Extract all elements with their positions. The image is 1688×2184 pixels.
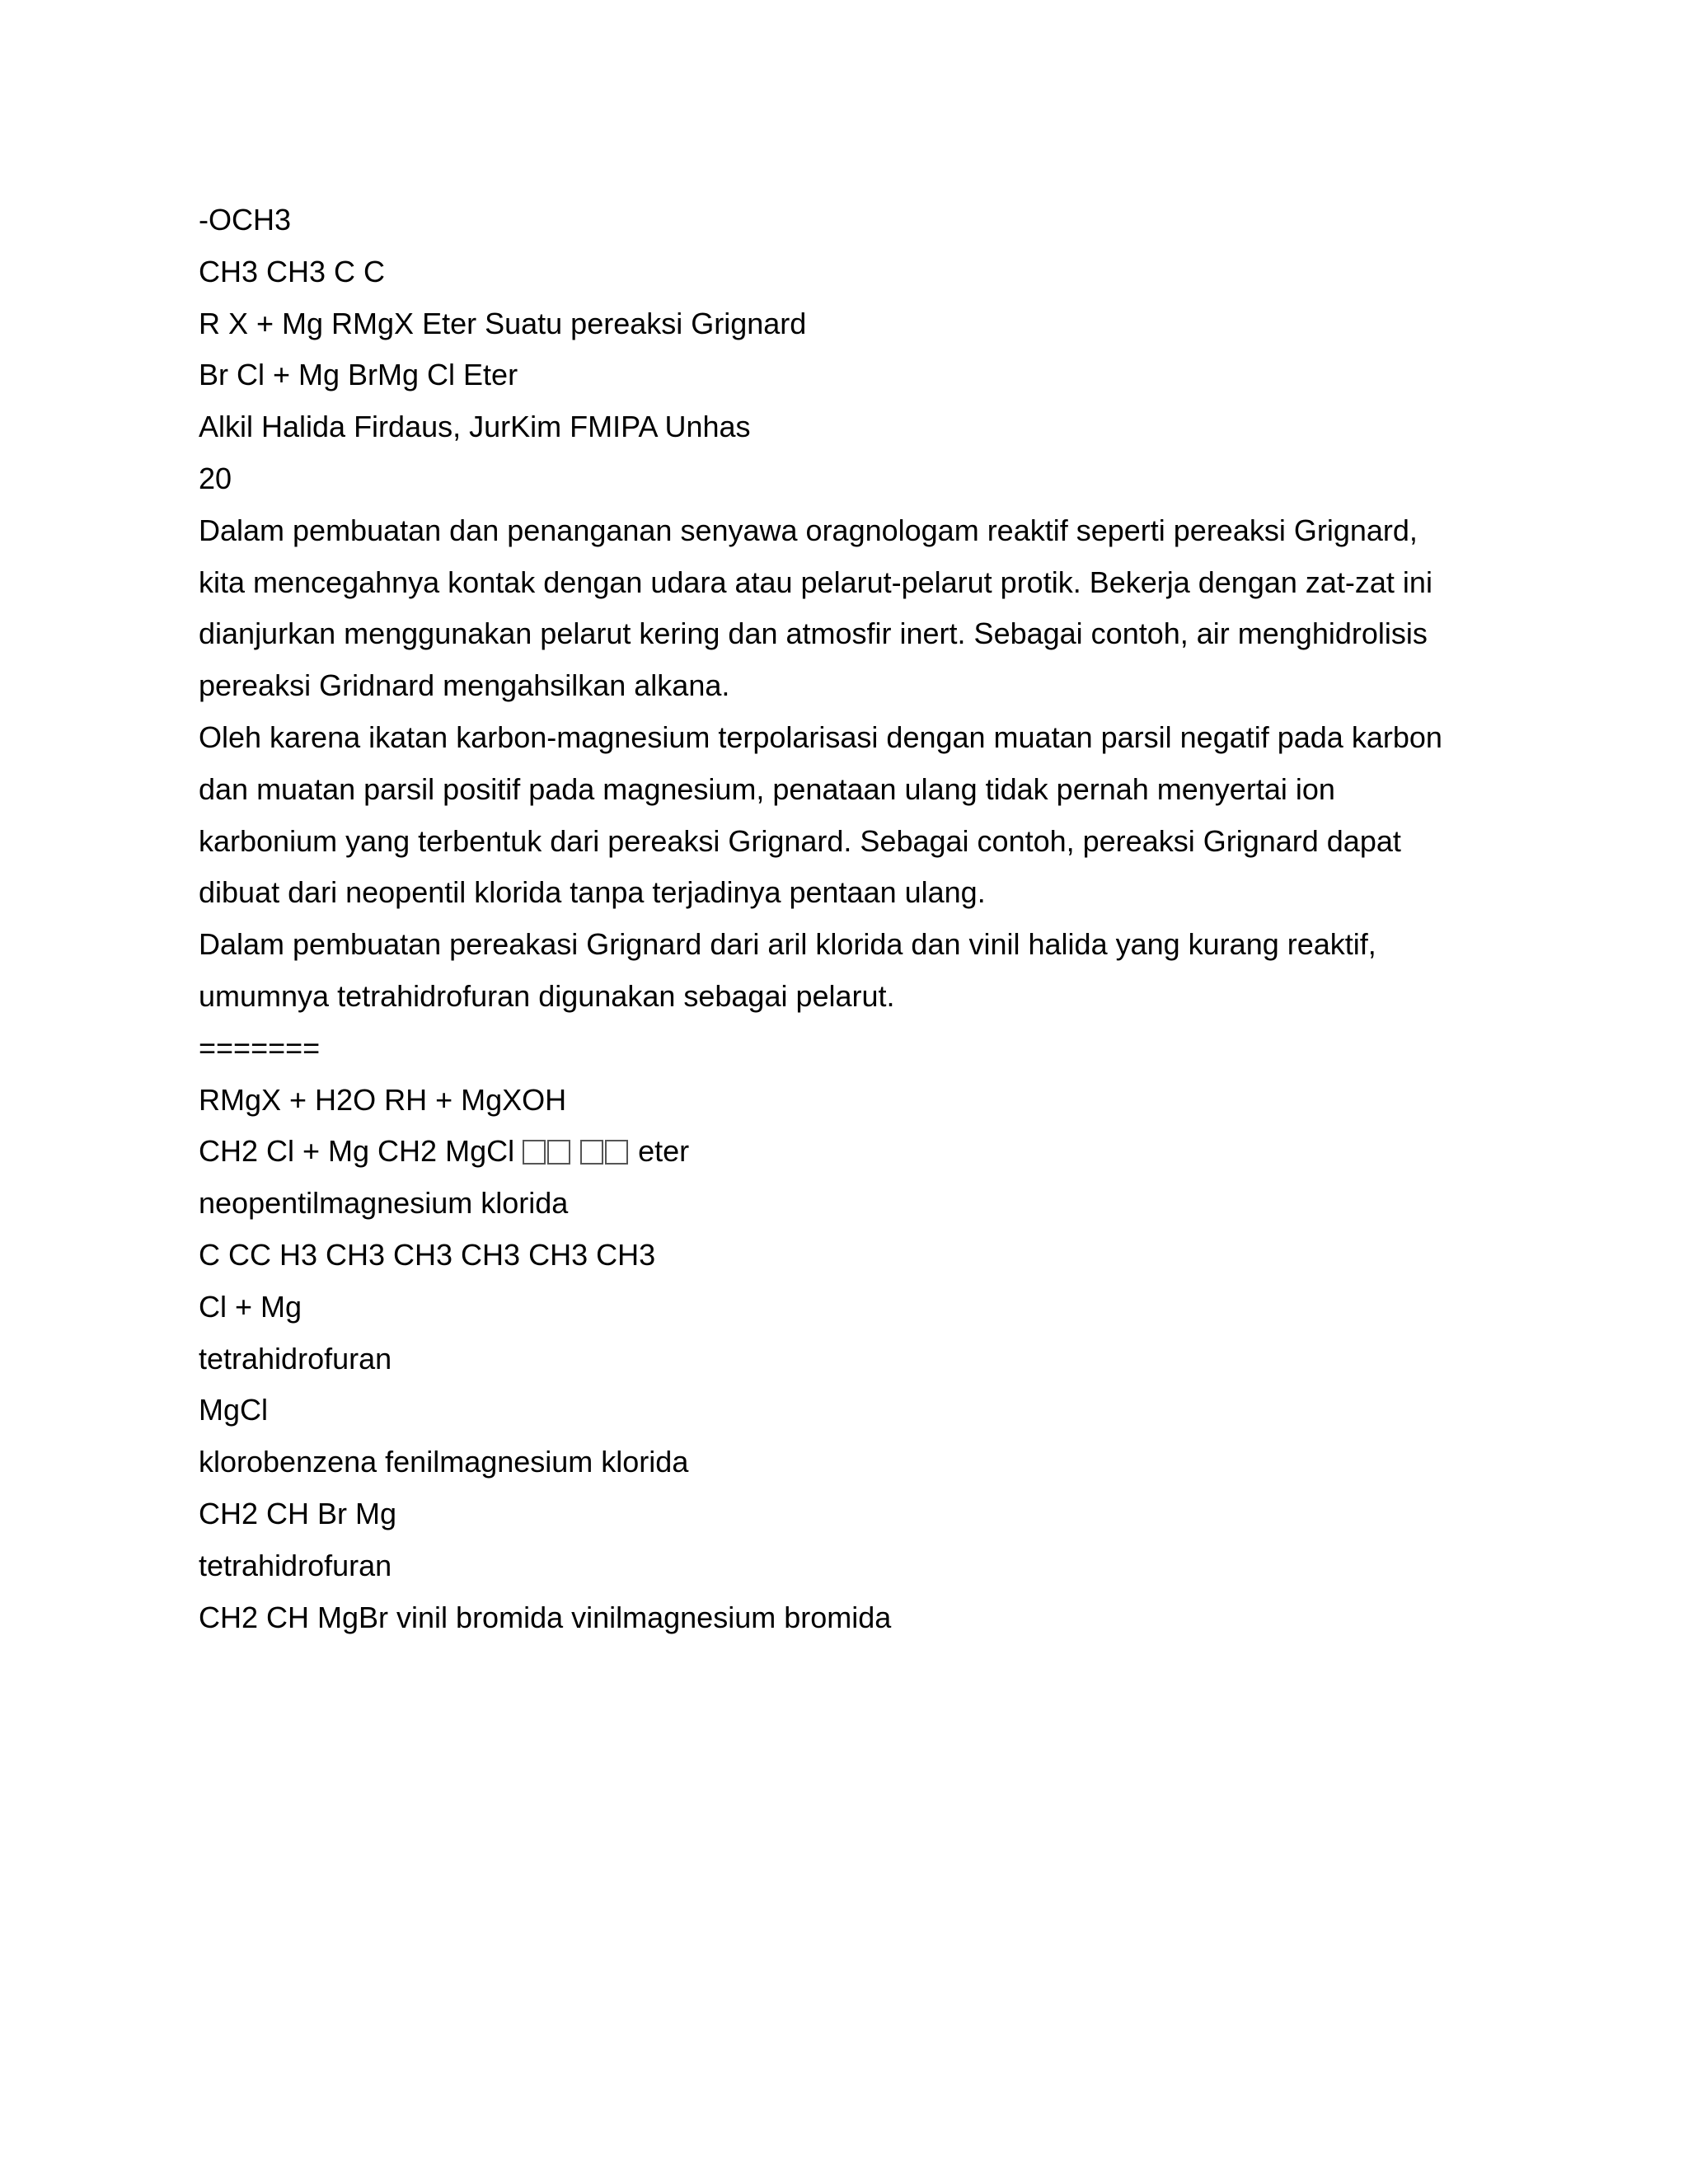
missing-glyph-icon xyxy=(523,1140,546,1165)
missing-glyph-icon xyxy=(605,1140,628,1165)
missing-glyph-icon xyxy=(547,1140,570,1165)
paragraph-line: Dalam pembuatan dan penanganan senyawa oragnologam reaktif seperti pereaksi Grignard, xyxy=(199,513,1418,547)
text-line: MgCl xyxy=(199,1393,269,1427)
text-segment: CH2 Cl + Mg CH2 MgCl xyxy=(199,1134,523,1169)
text-line: tetrahidrofuran xyxy=(199,1548,392,1582)
text-line: neopentilmagnesium klorida xyxy=(199,1186,569,1221)
text-line: Alkil Halida Firdaus, JurKim FMIPA Unhas xyxy=(199,410,751,444)
text-line: CH2 CH MgBr vinil bromida vinilmagnesium bromida xyxy=(199,1600,892,1634)
separator-line: ======= xyxy=(199,1030,321,1065)
paragraph-line: dan muatan parsil positif pada magnesium, penataan ulang tidak pernah menyertai ion xyxy=(199,771,1335,806)
paragraph-line: Oleh karena ikatan karbon-magnesium terpolarisasi dengan muatan parsil negatif pada karbon xyxy=(199,719,1442,754)
paragraph-line: dianjurkan menggunakan pelarut kering dan atmosfir inert. Sebagai contoh, air menghidrolisis xyxy=(199,616,1428,651)
text-line: Cl + Mg xyxy=(199,1289,302,1324)
paragraph-line: Dalam pembuatan pereakasi Grignard dari aril klorida dan vinil halida yang kurang reaktif, xyxy=(199,927,1376,962)
text-line: CH3 CH3 C C xyxy=(199,254,386,288)
page-text xyxy=(199,194,1517,1643)
text-line: klorobenzena fenilmagnesium klorida xyxy=(199,1445,689,1479)
paragraph-line: pereaksi Gridnard mengahsilkan alkana. xyxy=(199,668,730,703)
text-line: RMgX + H2O RH + MgXOH xyxy=(199,1082,567,1117)
text-line: tetrahidrofuran xyxy=(199,1341,392,1376)
text-line: C CC H3 CH3 CH3 CH3 CH3 CH3 xyxy=(199,1237,656,1272)
missing-glyph-icon xyxy=(580,1140,603,1165)
paragraph-line: umumnya tetrahidrofuran digunakan sebagai pelarut. xyxy=(199,978,895,1013)
paragraph-line: dibuat dari neopentil klorida tanpa terjadinya pentaan ulang. xyxy=(199,875,986,910)
paragraph-line: kita mencegahnya kontak dengan udara atau pelarut-pelarut protik. Bekerja dengan zat-zat ini xyxy=(199,565,1432,599)
page-number: 20 xyxy=(199,461,232,495)
text-line: CH2 CH Br Mg xyxy=(199,1496,397,1530)
paragraph-line: karbonium yang terbentuk dari pereaksi Grignard. Sebagai contoh, pereaksi Grignard dapat xyxy=(199,823,1401,858)
text-line-with-missing-glyphs xyxy=(199,1126,1517,1178)
text-line: Br Cl + Mg BrMg Cl Eter xyxy=(199,358,518,392)
text-line: R X + Mg RMgX Eter Suatu pereaksi Grignard xyxy=(199,306,807,340)
text-segment: eter xyxy=(630,1134,690,1169)
text-line: -OCH3 xyxy=(199,203,292,237)
